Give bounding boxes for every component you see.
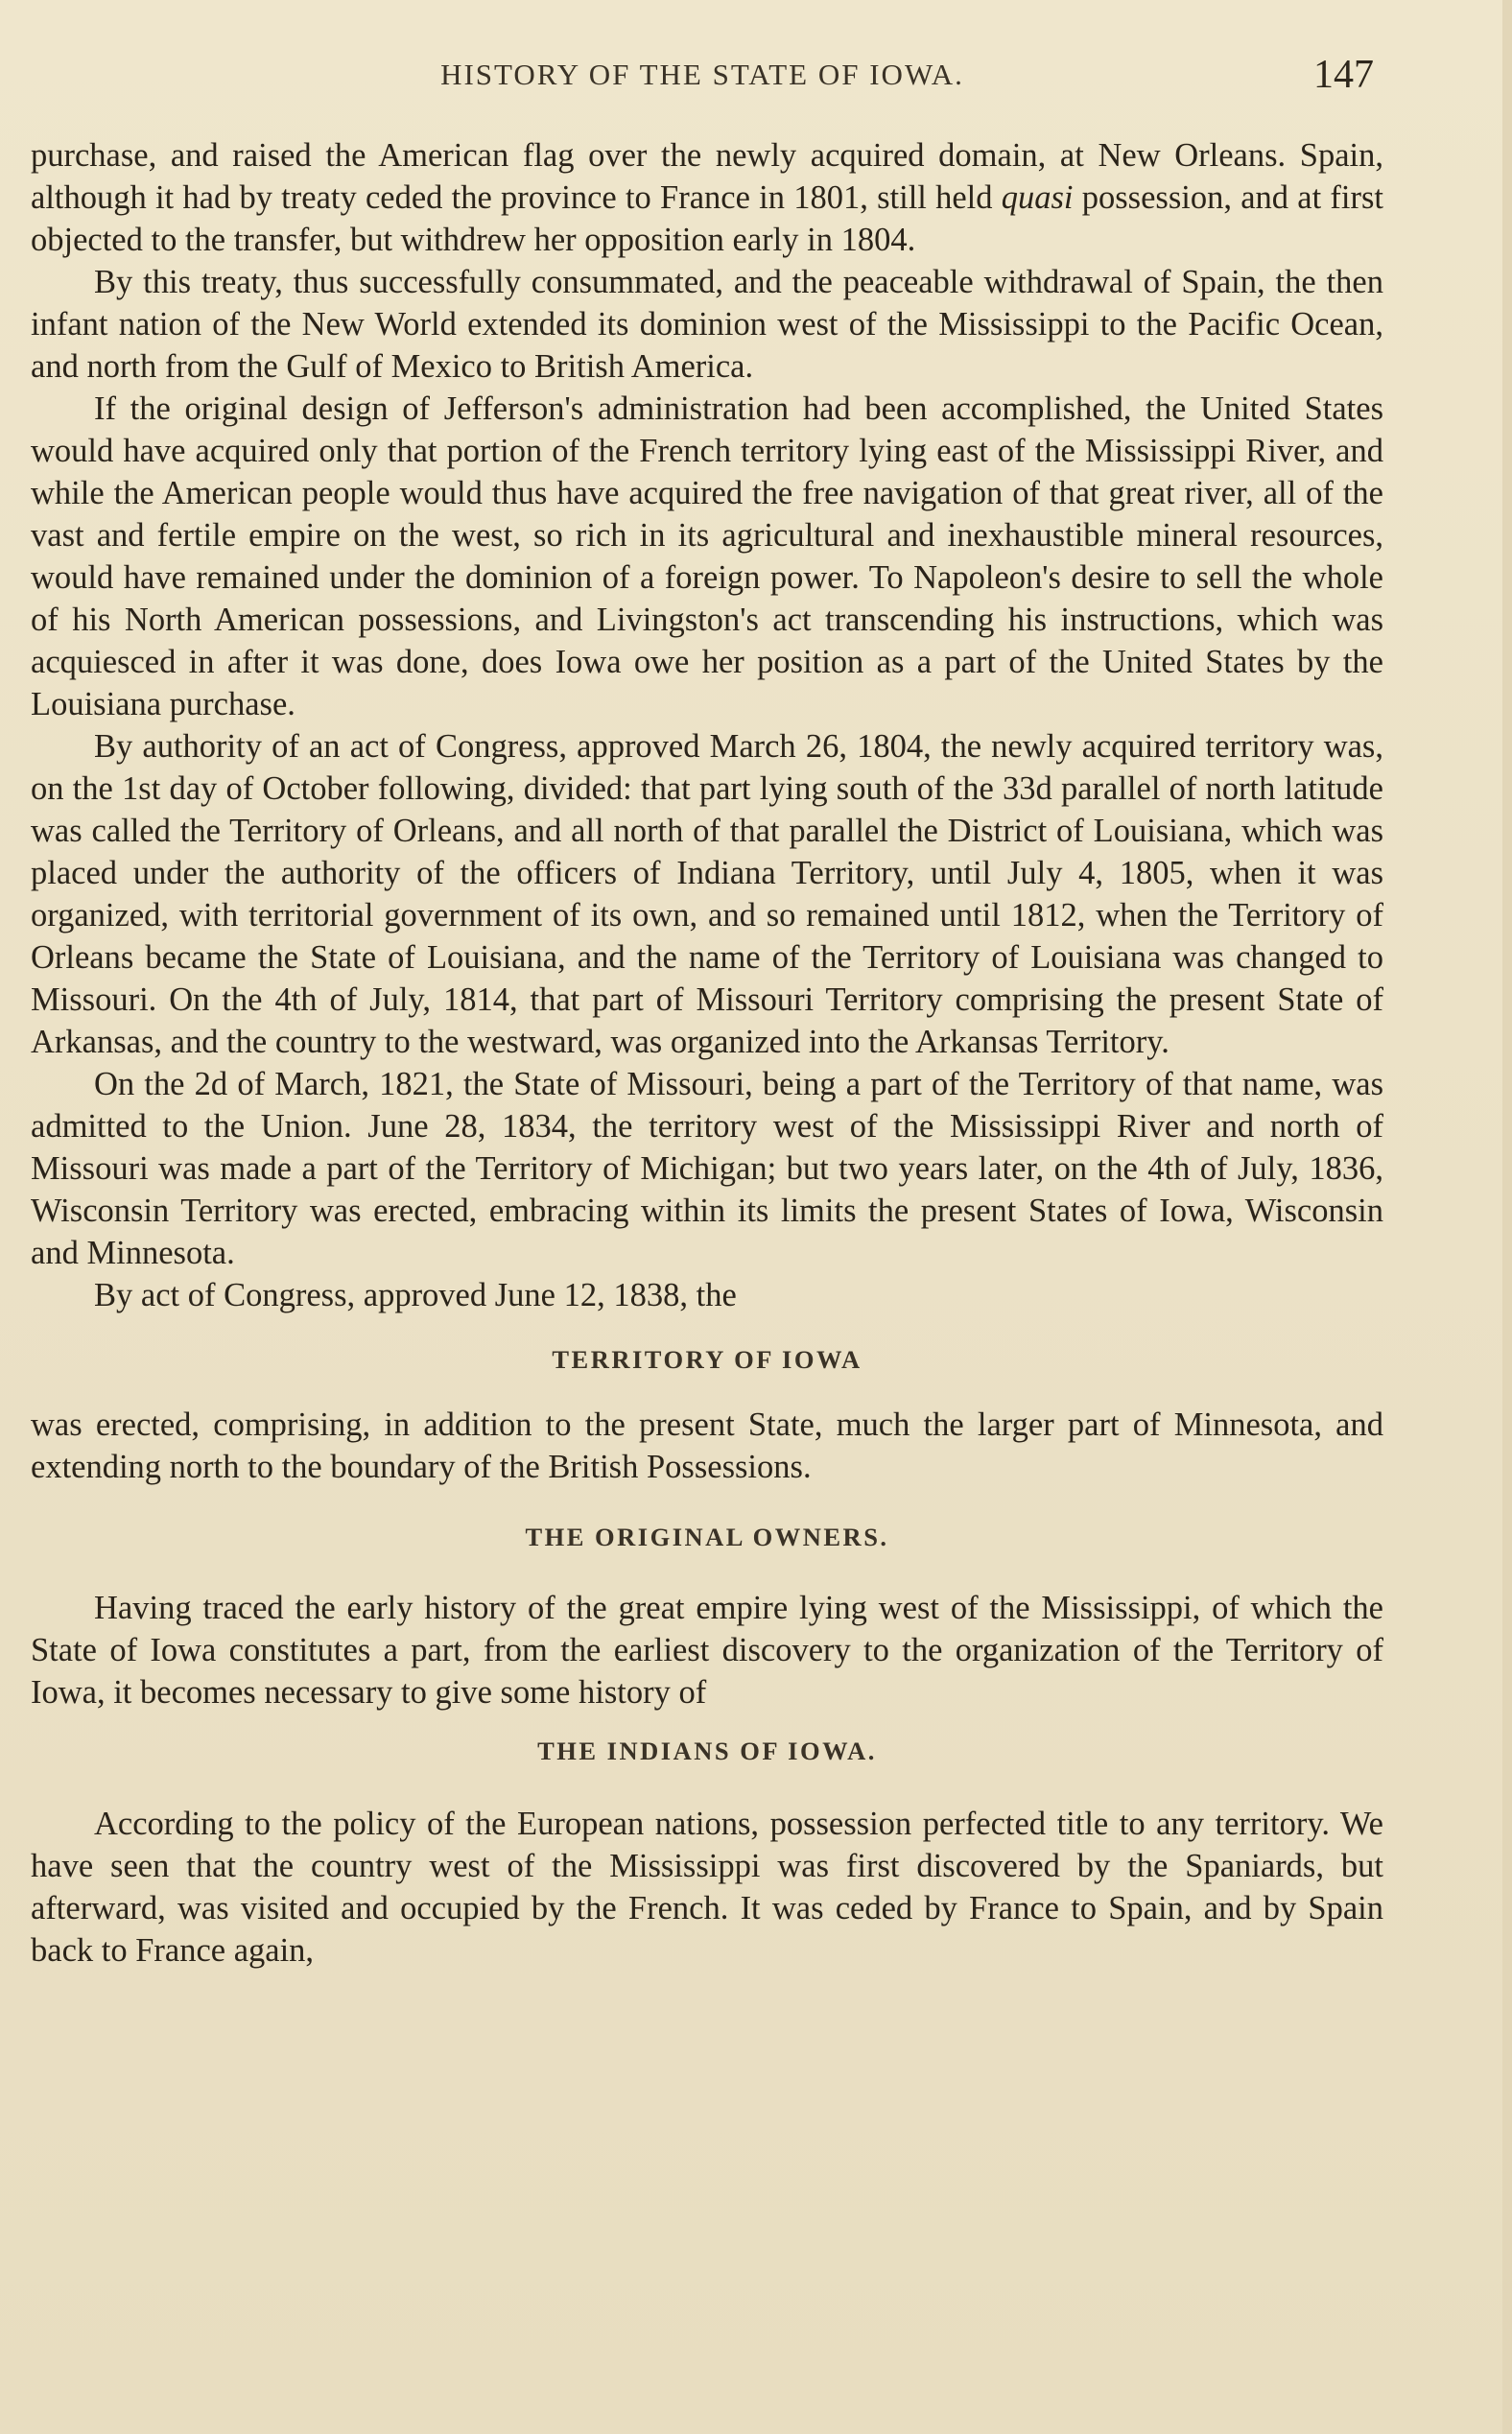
- paragraph-text: possession, and at first objected to the transfer, but withdrew her opposition early in 1804.: [31, 179, 1383, 258]
- paragraph-congress-1838: By act of Congress, approved June 12, 1838, the: [94, 1277, 737, 1313]
- page-number: 147: [1313, 53, 1374, 97]
- page-edge: [1502, 0, 1512, 2434]
- italic-term: quasi: [1001, 179, 1074, 216]
- paragraph-treaty: By this treaty, thus successfully consummated, and the peaceable withdrawal of Spain, the then infant nation of the New World extended its dominion west of the Mississippi to the Pacific Ocean, and north from the Gulf of Mexico to British America.: [31, 264, 1383, 385]
- running-header: [31, 53, 1374, 106]
- paragraph-jefferson: If the original design of Jefferson's administration had been accomplished, the United States would have acquired only that portion of the French territory lying east of the Mississippi River, and while the American people would thus have acquired the free navigation of that great river, all of the vast and fertile empire on the west, so rich in its agricultural and inexhaustible mineral resources, would have remained under the dominion of a foreign power. To Napoleon's desire to sell the whole of his North American possessions, and Livingston's act transcending his instructions, which was acquiesced in after it was done, does Iowa owe her position as a part of the United States by the Louisiana purchase.: [31, 390, 1383, 722]
- paragraph-original-owners: Having traced the early history of the great empire lying west of the Mississippi, of which the State of Iowa constitutes a part, from the earliest discovery to the organization of the Territory of Iowa, it becomes necessary to give some history of: [31, 1590, 1383, 1711]
- paragraph-missouri-1821: On the 2d of March, 1821, the State of Missouri, being a part of the Territory of that name, was admitted to the Union. June 28, 1834, the territory west of the Mississippi River and north of Missouri was made a part of the Territory of Michigan; but two years later, on the 4th of July, 1836, Wisconsin Territory was erected, embracing within its limits the present States of Iowa, Wisconsin and Minnesota.: [31, 1066, 1383, 1271]
- paragraph-congress-1804: By authority of an act of Congress, approved March 26, 1804, the newly acquired territory was, on the 1st day of October following, divided: that part lying south of the 33d parallel of north latitude was called the Territory of Orleans, and all north of that parallel the District of Louisiana, which was placed under the authority of the officers of Indiana Territory, until July 4, 1805, when it was organized, with territorial government of its own, and so remained until 1812, when the Territory of Orleans became the State of Louisiana, and the name of the Territory of Louisiana was changed to Missouri. On the 4th of July, 1814, that part of Missouri Territory comprising the present State of Arkansas, and the country to the westward, was organized into the Arkansas Territory.: [31, 728, 1383, 1060]
- paragraph-territory-erected: was erected, comprising, in addition to the present State, much the larger part of Minnesota, and extending north to the boundary of the British Possessions.: [31, 1406, 1383, 1485]
- running-header-title: HISTORY OF THE STATE OF IOWA.: [440, 58, 964, 91]
- body-text: [31, 134, 1383, 1972]
- paragraph-continued-purchase: [31, 134, 1383, 261]
- heading-original-owners: THE ORIGINAL OWNERS.: [525, 1523, 889, 1551]
- paragraph-indians: According to the policy of the European nations, possession perfected title to any territory. We have seen that the country west of the Mississippi was first discovered by the Spaniards, but afterward, was visited and occupied by the French. It was ceded by France to Spain, and by Spain back to France again,: [31, 1806, 1383, 1969]
- heading-indians-of-iowa: THE INDIANS OF IOWA.: [537, 1737, 877, 1765]
- heading-territory-of-iowa: TERRITORY OF IOWA: [552, 1345, 862, 1374]
- paragraph-text: purchase, and raised the American flag over the newly acquired domain, at New Orleans. Spain, although it had by treaty ceded the province to France in 1801, still held: [31, 137, 1383, 216]
